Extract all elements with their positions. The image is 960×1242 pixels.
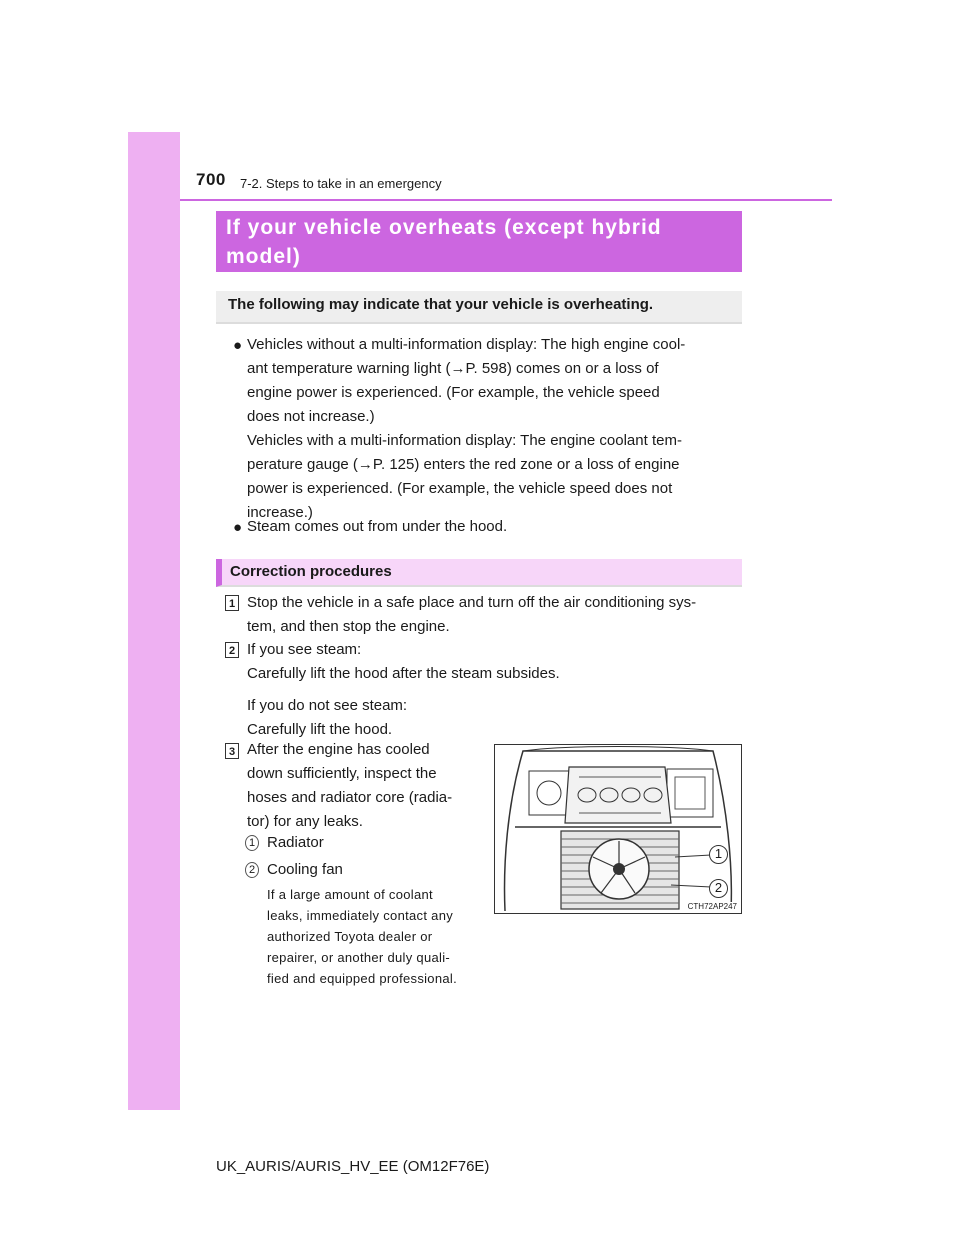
intro-heading: The following may indicate that your vehicle is overheating. bbox=[216, 291, 742, 324]
step-2-line: If you see steam: bbox=[247, 641, 362, 658]
bullet-1-line: power is experienced. (For example, the vehicle speed does not bbox=[247, 480, 673, 497]
note-line: repairer, or another duly quali- bbox=[267, 950, 451, 965]
step-1-line: tem, and then stop the engine. bbox=[247, 618, 450, 635]
header-rule bbox=[180, 199, 832, 201]
page-title bbox=[216, 211, 742, 272]
step-number-1: 1 bbox=[225, 595, 239, 611]
bullet-text-2 bbox=[247, 515, 739, 539]
chapter-tab-bar bbox=[128, 132, 180, 1110]
step-1-text bbox=[247, 591, 739, 639]
bullet-2-line: Steam comes out from under the hood. bbox=[247, 518, 508, 535]
callout-label-radiator: Radiator bbox=[267, 834, 324, 851]
bullet-1-line: Vehicles with a multi-information display: The engine coolant tem- bbox=[247, 432, 682, 449]
figure-code: CTH72AP247 bbox=[687, 902, 737, 911]
callout-label-cooling-fan: Cooling fan bbox=[267, 861, 343, 878]
step-3-line: down sufficiently, inspect the bbox=[247, 765, 437, 782]
note-text bbox=[267, 884, 480, 989]
bullet-1-line: ant temperature warning light (→P. 598) comes on or a loss of bbox=[247, 360, 659, 377]
bullet-1-line: increase.) bbox=[247, 504, 313, 521]
bullet-1-line: does not increase.) bbox=[247, 408, 375, 425]
bullet-icon: ● bbox=[233, 519, 243, 536]
step-3-line: After the engine has cooled bbox=[247, 741, 430, 758]
engine-bay-drawing bbox=[495, 745, 741, 913]
bullet-1-line: Vehicles without a multi-information display: The high engine cool- bbox=[247, 336, 686, 353]
callout-number-1: 1 bbox=[245, 835, 259, 851]
footer-doc-id: UK_AURIS/AURIS_HV_EE (OM12F76E) bbox=[216, 1158, 490, 1175]
correction-heading: Correction procedures bbox=[216, 559, 742, 587]
bullet-1-line: engine power is experienced. (For example, the vehicle speed bbox=[247, 384, 660, 401]
page-title-line-2: model) bbox=[226, 245, 301, 268]
note-line: fied and equipped professional. bbox=[267, 971, 457, 986]
step-number-2: 2 bbox=[225, 642, 239, 658]
step-3-text bbox=[247, 738, 480, 834]
callout-number-2: 2 bbox=[245, 862, 259, 878]
running-header: 7-2. Steps to take in an emergency bbox=[240, 176, 442, 191]
note-line: If a large amount of coolant bbox=[267, 887, 433, 902]
step-3-line: hoses and radiator core (radia- bbox=[247, 789, 453, 806]
page-title-line-1: If your vehicle overheats (except hybrid bbox=[226, 216, 662, 239]
figure-callout-2: 2 bbox=[709, 879, 728, 898]
note-line: leaks, immediately contact any bbox=[267, 908, 454, 923]
step-2-line: Carefully lift the hood after the steam subsides. bbox=[247, 665, 560, 682]
step-3-line: tor) for any leaks. bbox=[247, 813, 363, 830]
engine-bay-illustration bbox=[494, 744, 742, 914]
bullet-1-line: perature gauge (→P. 125) enters the red zone or a loss of engine bbox=[247, 456, 680, 473]
page-number: 700 bbox=[196, 170, 226, 189]
step-2-text bbox=[247, 638, 739, 742]
figure-callout-1: 1 bbox=[709, 845, 728, 864]
step-2-line: If you do not see steam: bbox=[247, 697, 408, 714]
note-line: authorized Toyota dealer or bbox=[267, 929, 433, 944]
step-2-line: Carefully lift the hood. bbox=[247, 721, 393, 738]
step-number-3: 3 bbox=[225, 743, 239, 759]
bullet-icon: ● bbox=[233, 337, 243, 354]
step-1-line: Stop the vehicle in a safe place and turn off the air conditioning sys- bbox=[247, 594, 697, 611]
bullet-text-1 bbox=[247, 333, 739, 525]
